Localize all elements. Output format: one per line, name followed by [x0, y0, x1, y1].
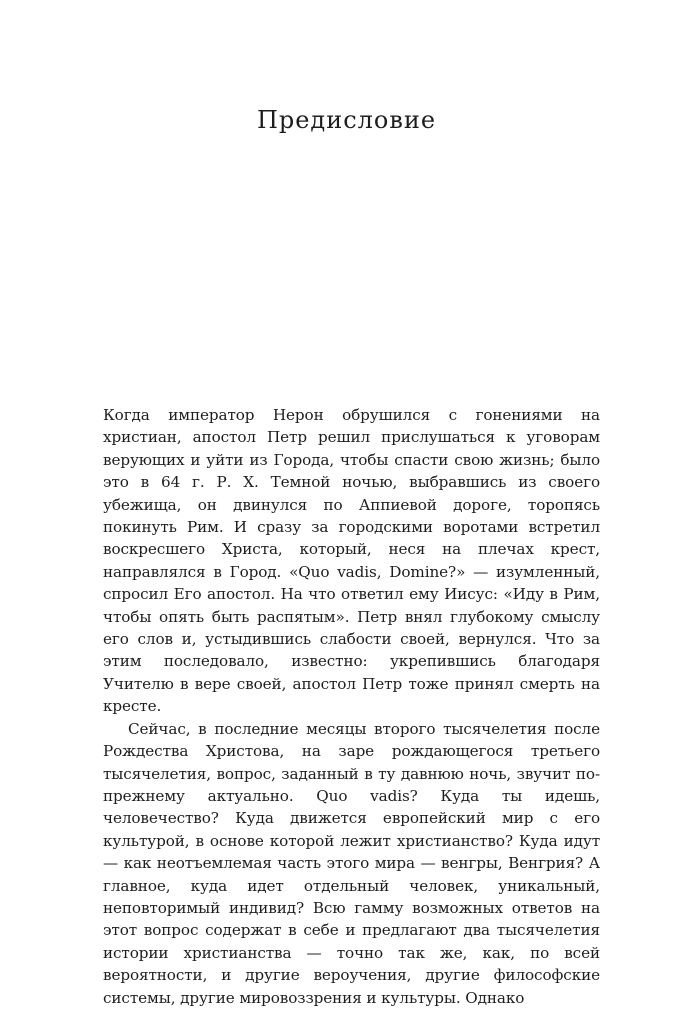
- body-text: [103, 404, 600, 1009]
- paragraph-2: Сейчас, в последние месяцы второго тысячелетия после Рождества Христова, на заре рождающегося третьего тысячелетия, вопрос, заданный в ту давнюю ночь, звучит по-прежнему актуально. Quo vadis? Куда ты идешь, человечество? Куда движется европейский мир с его культурой, в основе которой лежит христианство? Куда идут — как неотъемлемая часть этого мира — венгры, Венгрия? А главное, куда идет отдельный человек, уникальный, неповторимый индивид? Всю гамму возможных ответов на этот вопрос содержат в себе и предлагают два тысячелетия истории христианства — точно так же, как, по всей вероятности, и другие вероучения, другие философские системы, другие мировоззрения и культуры. Однако: [103, 719, 600, 1007]
- paragraph-1: Когда император Нерон обрушился с гонениями на христиан, апостол Петр решил прислушаться к уговорам верующих и уйти из Города, чтобы спасти свою жизнь; было это в 64 г. Р. Х. Темной ночью, выбравшись из своего убежища, он двинулся по Аппиевой дороге, торопясь покинуть Рим. И сразу за городскими воротами встретил воскресшего Христа, который, неся на плечах крест, направлялся в Город. «Quo vadis, Domine?» — изумленный, спросил Его апостол. На что ответил ему Иисус: «Иду в Рим, чтобы опять быть распятым». Петр внял глубокому смыслу его слов и, устыдившись слабости своей, вернулся. Что за этим последовало, известно: укрепившись благодаря Учителю в вере своей, апостол Петр тоже принял смерть на кресте.: [103, 406, 600, 716]
- chapter-title: Предисловие: [256, 106, 437, 134]
